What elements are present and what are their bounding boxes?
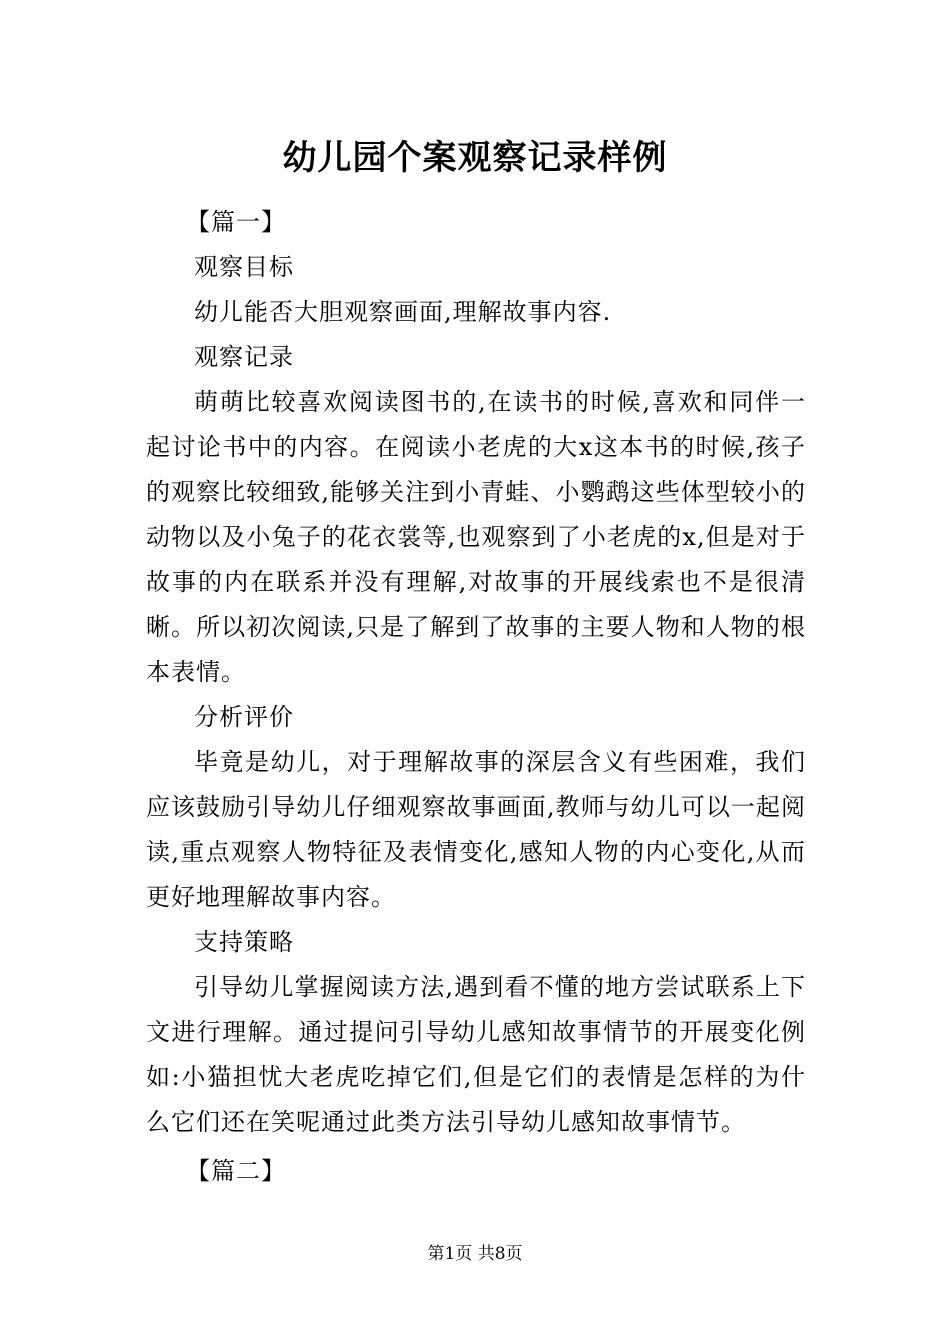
page-title: 幼儿园个案观察记录样例	[282, 138, 668, 178]
heading-observation-record: 观察记录	[194, 343, 294, 371]
section-marker-1: 【篇一】	[186, 208, 286, 236]
heading-observation-goal: 观察目标	[194, 253, 294, 281]
paragraph-observation-goal: 幼儿能否大胆观察画面,理解故事内容.	[194, 298, 612, 326]
paragraph-analysis: 毕竟是幼儿，对于理解故事的深层含义有些困难，我们应该鼓励引导幼儿仔细观察故事画面,教师与幼儿可以一起阅读,重点观察人物特征及表情变化,感知人物的内心变化,从而更好地理解故事内容。	[146, 748, 806, 911]
paragraph-observation-record: 萌萌比较喜欢阅读图书的,在读书的时候,喜欢和同伴一起讨论书中的内容。在阅读小老虎的大x这本书的时候,孩子的观察比较细致,能够关注到小青蛙、小鹦鹉这些体型较小的动物以及小兔子的花衣裳等,也观察到了小老虎的x,但是对于故事的内在联系并没有理解,对故事的开展线索也不是很清晰。所以初次阅读,只是了解到了故事的主要人物和人物的根本表情。	[146, 388, 806, 686]
section-marker-2: 【篇二】	[186, 1157, 286, 1185]
heading-support-strategy: 支持策略	[194, 928, 294, 956]
document-body	[146, 200, 806, 1194]
page-footer: 第1页 共8页	[427, 1244, 523, 1264]
heading-analysis: 分析评价	[194, 703, 294, 731]
paragraph-support-strategy: 引导幼儿掌握阅读方法,遇到看不懂的地方尝试联系上下文进行理解。通过提问引导幼儿感知故事情节的开展变化例如:小猫担忧大老虎吃掉它们,但是它们的表情是怎样的为什么它们还在笑呢通过此类方法引导幼儿感知故事情节。	[146, 973, 806, 1136]
